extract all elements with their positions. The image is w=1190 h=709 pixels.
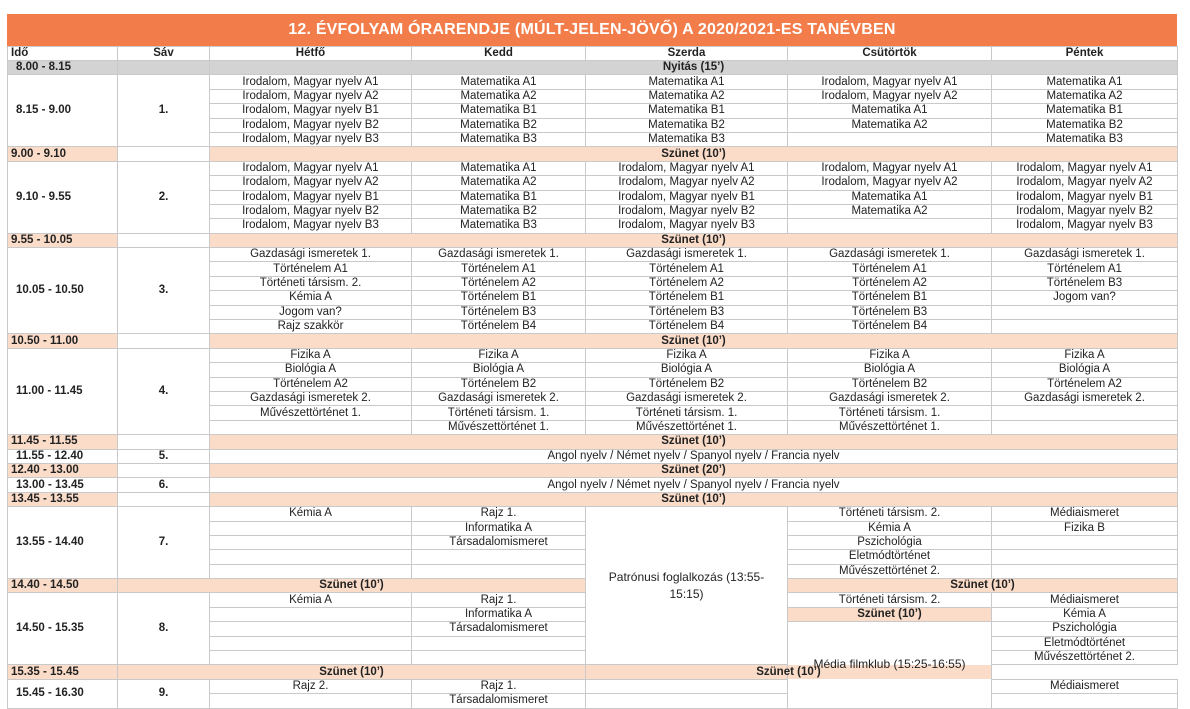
table-row [8,47,1178,61]
lesson-cell: Irodalom, Magyar nyelv B1 [210,190,412,204]
column-header: Csütörtök [788,47,992,61]
lesson-cell: Irodalom, Magyar nyelv A1 [788,161,992,175]
lesson-cell: Matematika B3 [992,132,1178,146]
lesson-cell [992,535,1178,549]
lesson-cell: Történelem A1 [788,262,992,276]
language-lesson: Angol nyelv / Német nyelv / Spanyol nyelv / Francia nyelv [210,478,1178,492]
table-row [8,478,1178,492]
lesson-cell: Történelem A2 [412,276,586,290]
lesson-cell: Történelem B3 [788,305,992,319]
break-time: 9.55 - 10.05 [8,233,118,247]
lesson-cell: Fizika B [992,521,1178,535]
lesson-cell: Matematika B1 [586,104,788,118]
lesson-cell: Művészettörténet 2. [788,564,992,578]
lesson-cell: Történeti társism. 2. [788,507,992,521]
break-label: Szünet (10’) [788,607,992,621]
lesson-cell: Matematika A1 [788,190,992,204]
break-label: Szünet (10’) [210,492,1178,506]
lesson-cell [586,694,788,708]
table-row [8,435,1178,449]
lesson-cell: Biológia A [210,363,412,377]
lesson-cell: Fizika A [992,348,1178,362]
lesson-cell: Médiaismeret [992,679,1178,693]
band-cell: 4. [118,348,210,434]
column-header: Péntek [992,47,1178,61]
lesson-cell: Kémia A [210,291,412,305]
empty-cell [118,233,210,247]
break-time: 11.45 - 11.55 [8,435,118,449]
lesson-cell: Történelem B3 [992,276,1178,290]
time-cell: 10.05 - 10.50 [8,248,118,334]
lesson-cell: Történelem B3 [586,305,788,319]
lesson-cell: Irodalom, Magyar nyelv B3 [586,219,788,233]
lesson-cell: Történelem B4 [412,320,586,334]
lesson-cell: Történelem A1 [210,262,412,276]
lesson-cell: Fizika A [788,348,992,362]
band-cell: 1. [118,75,210,147]
lesson-cell [586,679,788,693]
table-row [8,233,1178,247]
lesson-cell: Biológia A [412,363,586,377]
break-time: 15.35 - 15.45 [8,665,118,679]
lesson-cell: Gazdasági ismeretek 2. [210,391,412,405]
table-row [8,248,1178,262]
lesson-cell: Médiaismeret [992,593,1178,607]
lesson-cell: Matematika B1 [412,104,586,118]
lesson-cell: Gazdasági ismeretek 1. [412,248,586,262]
lesson-cell: Irodalom, Magyar nyelv A2 [210,89,412,103]
lesson-cell: Matematika A1 [586,75,788,89]
lesson-cell: Kémia A [992,607,1178,621]
lesson-cell: Történeti társism. 1. [788,406,992,420]
lesson-cell: Művészettörténet 2. [992,651,1178,665]
lesson-cell: Kémia A [210,507,412,521]
band-cell: 2. [118,161,210,233]
lesson-cell: Irodalom, Magyar nyelv B3 [210,132,412,146]
lesson-cell: Történelem B2 [412,377,586,391]
lesson-cell: Történeti társism. 2. [788,593,992,607]
break-time: 13.45 - 13.55 [8,492,118,506]
lesson-cell: Gazdasági ismeretek 2. [788,391,992,405]
lesson-cell: Matematika A2 [992,89,1178,103]
lesson-cell: Irodalom, Magyar nyelv A1 [210,75,412,89]
lesson-cell: Matematika B2 [992,118,1178,132]
lesson-cell: Matematika B3 [586,132,788,146]
lesson-cell: Irodalom, Magyar nyelv A1 [586,161,788,175]
column-header: Kedd [412,47,586,61]
lesson-cell: Történelem B1 [586,291,788,305]
lesson-cell [210,550,412,564]
band-cell: 3. [118,248,210,334]
break-time: 14.40 - 14.50 [8,579,118,593]
lesson-cell: Matematika A2 [412,89,586,103]
empty-cell [118,147,210,161]
timetable [7,46,1178,709]
lesson-cell [210,651,412,665]
lesson-cell [992,406,1178,420]
lesson-cell: Történelem A1 [586,262,788,276]
lesson-cell [210,521,412,535]
lesson-cell: Matematika B2 [586,118,788,132]
lesson-cell [992,550,1178,564]
table-row [8,492,1178,506]
break-label: Szünet (10’) [586,665,992,679]
column-header: Szerda [586,47,788,61]
lesson-cell: Történelem B3 [412,305,586,319]
band-cell: 9. [118,679,210,708]
time-cell: 11.00 - 11.45 [8,348,118,434]
lesson-cell: Irodalom, Magyar nyelv B1 [992,190,1178,204]
lesson-cell: Történelem B4 [586,320,788,334]
lesson-cell [210,694,412,708]
lesson-cell: Matematika A2 [586,89,788,103]
lesson-cell: Történelem A2 [788,276,992,290]
lesson-cell [992,320,1178,334]
lesson-cell: Történeti társism. 1. [586,406,788,420]
lesson-cell: Történeti társism. 2. [210,276,412,290]
table-row [8,75,1178,89]
lesson-cell: Rajz 2. [210,679,412,693]
column-header: Hétfő [210,47,412,61]
lesson-cell: Kémia A [210,593,412,607]
table-row [8,348,1178,362]
lesson-cell: Matematika B1 [992,104,1178,118]
time-cell: 13.00 - 13.45 [8,478,118,492]
lesson-cell: Matematika A1 [788,104,992,118]
lesson-cell: Társadalomismeret [412,694,586,708]
lesson-cell: Matematika A2 [788,204,992,218]
empty-cell [118,492,210,506]
lesson-cell [992,420,1178,434]
lesson-cell: Művészettörténet 1. [412,420,586,434]
lesson-cell: Történelem A2 [210,377,412,391]
lesson-cell [412,564,586,578]
lesson-cell: Történelem B2 [586,377,788,391]
lesson-cell: Informatika A [412,521,586,535]
lesson-cell: Biológia A [788,363,992,377]
lesson-cell: Gazdasági ismeretek 2. [412,391,586,405]
break-label: Szünet (10’) [118,579,586,593]
lesson-cell [992,305,1178,319]
lesson-cell: Matematika A2 [412,176,586,190]
break-label: Szünet (10’) [210,334,1178,348]
table-row [8,61,1178,75]
page-title: 12. ÉVFOLYAM ÓRARENDJE (MÚLT-JELEN-JÖVŐ) A 2020/2021-ES TANÉVBEN [7,14,1177,46]
lesson-cell: Matematika B3 [412,132,586,146]
lesson-cell: Társadalomismeret [412,622,586,636]
lesson-cell: Matematika A2 [788,118,992,132]
time-cell: 9.10 - 9.55 [8,161,118,233]
band-cell: 6. [118,478,210,492]
lesson-cell: Matematika B2 [412,204,586,218]
time-cell: 15.45 - 16.30 [8,679,118,708]
table-row [8,665,1178,679]
lesson-cell: Matematika A1 [412,75,586,89]
lesson-cell: Életmódtörténet [992,636,1178,650]
language-lesson: Angol nyelv / Német nyelv / Spanyol nyelv / Francia nyelv [210,449,1178,463]
time-cell: 11.55 - 12.40 [8,449,118,463]
column-header: Idő [8,47,118,61]
lesson-cell: Irodalom, Magyar nyelv A1 [992,161,1178,175]
lesson-cell [210,622,412,636]
break-time: 12.40 - 13.00 [8,463,118,477]
break-label: Szünet (10’) [788,579,1178,593]
break-time: 10.50 - 11.00 [8,334,118,348]
lesson-cell: Irodalom, Magyar nyelv B2 [210,118,412,132]
lesson-cell: Irodalom, Magyar nyelv B2 [210,204,412,218]
film-club: Média filmklub (15:25-16:55) [788,622,992,708]
lesson-cell [992,694,1178,708]
lesson-cell: Informatika A [412,607,586,621]
lesson-cell: Matematika A1 [412,161,586,175]
lesson-cell: Társadalomismeret [412,535,586,549]
band-cell: 7. [118,507,210,579]
lesson-cell: Biológia A [586,363,788,377]
lesson-cell: Történelem B1 [412,291,586,305]
patronus-session: Patrónusi foglalkozás (13:55-15:15) [586,507,788,665]
time-cell: 13.55 - 14.40 [8,507,118,579]
lesson-cell: Biológia A [992,363,1178,377]
lesson-cell: Gazdasági ismeretek 1. [210,248,412,262]
lesson-cell: Irodalom, Magyar nyelv B3 [992,219,1178,233]
lesson-cell: Matematika B3 [412,219,586,233]
break-time: 9.00 - 9.10 [8,147,118,161]
lesson-cell: Fizika A [210,348,412,362]
lesson-cell [210,564,412,578]
lesson-cell [992,564,1178,578]
lesson-cell: Fizika A [412,348,586,362]
lesson-cell: Rajz szakkör [210,320,412,334]
lesson-cell: Gazdasági ismeretek 2. [992,391,1178,405]
lesson-cell: Matematika B2 [412,118,586,132]
band-cell: 8. [118,593,210,665]
table-row [8,679,1178,693]
column-header: Sáv [118,47,210,61]
time-cell: 8.00 - 8.15 [8,61,118,75]
empty-cell [118,61,210,75]
empty-cell [118,435,210,449]
table-row [8,507,1178,521]
lesson-cell: Médiaismeret [992,507,1178,521]
time-cell: 14.50 - 15.35 [8,593,118,665]
table-row [8,161,1178,175]
lesson-cell [210,535,412,549]
lesson-cell: Történelem B2 [788,377,992,391]
lesson-cell: Irodalom, Magyar nyelv A2 [992,176,1178,190]
table-row [8,147,1178,161]
lesson-cell [412,550,586,564]
lesson-cell [210,607,412,621]
lesson-cell: Művészettörténet 1. [210,406,412,420]
lesson-cell: Irodalom, Magyar nyelv A2 [210,176,412,190]
lesson-cell: Irodalom, Magyar nyelv B1 [210,104,412,118]
lesson-cell: Irodalom, Magyar nyelv A1 [210,161,412,175]
lesson-cell [788,219,992,233]
lesson-cell: Irodalom, Magyar nyelv A2 [788,89,992,103]
lesson-cell: Pszichológia [992,622,1178,636]
break-label: Szünet (10’) [210,233,1178,247]
break-label: Szünet (20’) [210,463,1178,477]
lesson-cell: Irodalom, Magyar nyelv B2 [992,204,1178,218]
lesson-cell [412,651,586,665]
lesson-cell: Jogom van? [992,291,1178,305]
opening-label: Nyitás (15’) [210,61,1178,75]
timetable-page [7,14,1177,709]
band-cell: 5. [118,449,210,463]
lesson-cell: Kémia A [788,521,992,535]
break-label: Szünet (10’) [210,147,1178,161]
lesson-cell: Irodalom, Magyar nyelv B1 [586,190,788,204]
empty-cell [118,463,210,477]
table-row [8,449,1178,463]
lesson-cell: Jogom van? [210,305,412,319]
lesson-cell: Pszichológia [788,535,992,549]
lesson-cell: Irodalom, Magyar nyelv B2 [586,204,788,218]
break-label: Szünet (10’) [118,665,586,679]
lesson-cell: Irodalom, Magyar nyelv A2 [788,176,992,190]
lesson-cell: Gazdasági ismeretek 1. [992,248,1178,262]
lesson-cell: Irodalom, Magyar nyelv B3 [210,219,412,233]
lesson-cell: Rajz 1. [412,679,586,693]
break-label: Szünet (10’) [210,435,1178,449]
time-cell: 8.15 - 9.00 [8,75,118,147]
empty-cell [118,334,210,348]
lesson-cell [210,420,412,434]
lesson-cell: Történelem A2 [586,276,788,290]
lesson-cell: Történelem B4 [788,320,992,334]
lesson-cell: Fizika A [586,348,788,362]
table-row [8,463,1178,477]
lesson-cell: Irodalom, Magyar nyelv A2 [586,176,788,190]
lesson-cell: Gazdasági ismeretek 2. [586,391,788,405]
lesson-cell: Gazdasági ismeretek 1. [788,248,992,262]
lesson-cell [788,132,992,146]
lesson-cell: Irodalom, Magyar nyelv A1 [788,75,992,89]
lesson-cell: Rajz 1. [412,507,586,521]
lesson-cell: Történelem A1 [412,262,586,276]
lesson-cell: Életmódtörténet [788,550,992,564]
lesson-cell: Történelem B1 [788,291,992,305]
lesson-cell: Művészettörténet 1. [586,420,788,434]
table-row [8,334,1178,348]
lesson-cell: Történeti társism. 1. [412,406,586,420]
lesson-cell [412,636,586,650]
lesson-cell: Matematika B1 [412,190,586,204]
lesson-cell: Művészettörténet 1. [788,420,992,434]
lesson-cell: Történelem A1 [992,262,1178,276]
lesson-cell: Történelem A2 [992,377,1178,391]
lesson-cell: Matematika A1 [992,75,1178,89]
lesson-cell: Rajz 1. [412,593,586,607]
lesson-cell: Gazdasági ismeretek 1. [586,248,788,262]
lesson-cell [210,636,412,650]
